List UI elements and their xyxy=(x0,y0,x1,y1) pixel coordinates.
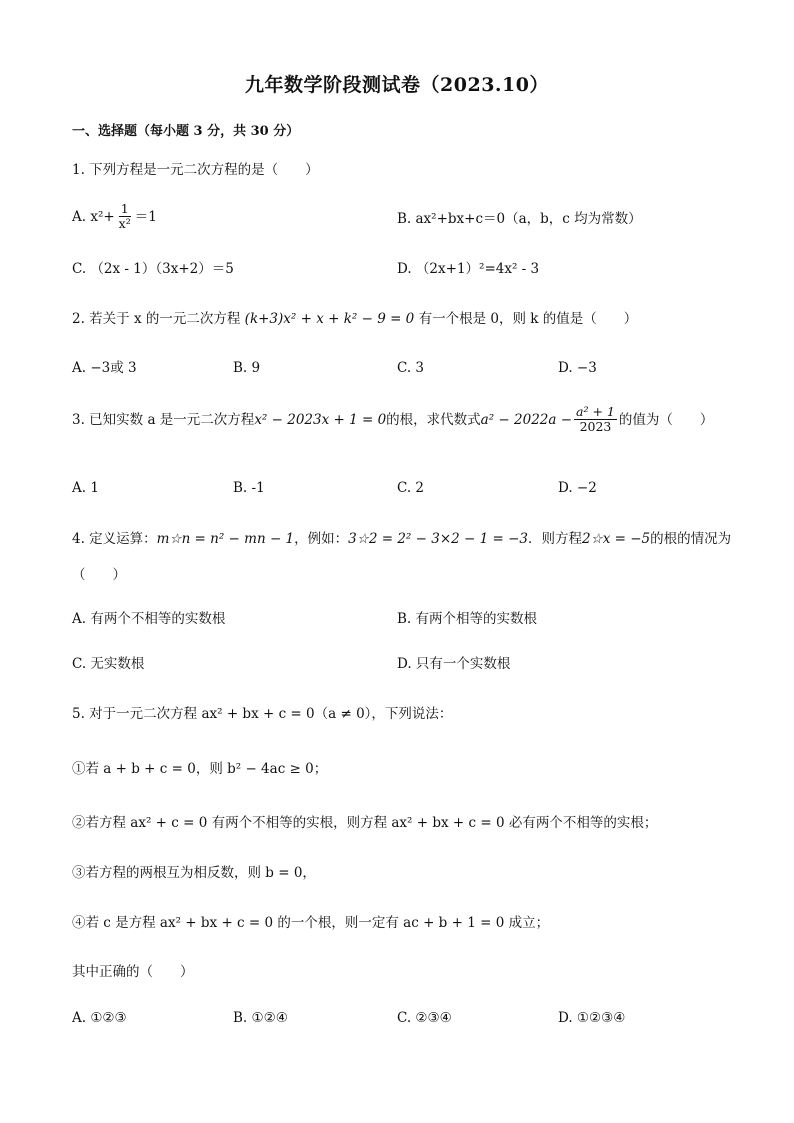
q1-option-d: D. （2x+1）²=4x² - 3 xyxy=(397,261,540,277)
page-title: 九年数学阶段测试卷（2023.10） xyxy=(245,74,549,96)
q3-expression: a² − 2022a − xyxy=(480,411,573,428)
q5-statement-4: ④若 c 是方程 ax² + bx + c = 0 的一个根，则一定有 ac + b + 1 = 0 成立； xyxy=(72,915,550,931)
q5-question: 其中正确的（ ） xyxy=(72,964,194,980)
q3-fraction xyxy=(574,405,617,434)
question-2-stem xyxy=(72,309,637,329)
q1-option-a-prefix: A. x²+ xyxy=(72,208,115,225)
question-3-stem xyxy=(72,405,713,434)
q4-answer-blank: （ ） xyxy=(72,567,126,583)
q4-example: 3☆2 = 2² − 3×2 − 1 = −3 xyxy=(348,531,528,547)
q5-statement-2: ②若方程 ax² + c = 0 有两个不相等的实根，则方程 ax² + bx + c = 0 必有两个不相等的实根； xyxy=(72,815,658,831)
q2-option-d: D. −3 xyxy=(558,360,597,376)
q4-stem-part: ，例如： xyxy=(294,531,349,547)
fraction-numerator: 1 xyxy=(120,201,129,216)
q3-option-b: B. -1 xyxy=(233,480,265,496)
fraction-denominator: x² xyxy=(118,216,131,231)
q5-option-c: C. ②③④ xyxy=(397,1010,452,1026)
q1-option-b: B. ax²+bx+c＝0（a，b，c 均为常数） xyxy=(397,211,642,227)
question-1-stem: 1. 下列方程是一元二次方程的是（ ） xyxy=(72,162,319,178)
q4-stem-part: 4. 定义运算： xyxy=(72,531,157,547)
q1-option-a-suffix: ＝1 xyxy=(134,208,157,225)
question-5-stem: 5. 对于一元二次方程 ax² + bx + c = 0（a ≠ 0），下列说法： xyxy=(72,706,453,722)
q3-option-d: D. −2 xyxy=(558,480,597,496)
q2-option-a: A. −3或 3 xyxy=(72,360,137,376)
q4-option-d: D. 只有一个实数根 xyxy=(397,656,511,672)
q3-option-a: A. 1 xyxy=(72,480,99,496)
q4-definition: m☆n = n² − mn − 1 xyxy=(156,531,295,547)
q2-option-b: B. 9 xyxy=(233,360,261,376)
q3-option-c: C. 2 xyxy=(397,480,425,496)
q5-statement-3: ③若方程的两根互为相反数，则 b = 0， xyxy=(72,865,316,881)
question-4-stem xyxy=(72,529,731,549)
q5-option-a: A. ①②③ xyxy=(72,1010,127,1026)
q1-option-c: C. （2x - 1）（3x+2）＝5 xyxy=(72,261,234,277)
q1-option-a-fraction xyxy=(117,202,133,231)
q3-stem-part: 3. 已知实数 a 是一元二次方程 xyxy=(72,411,255,428)
q1-option-a xyxy=(72,202,157,231)
q4-option-b: B. 有两个相等的实数根 xyxy=(397,611,538,627)
q3-stem-part: 的根，求代数式 xyxy=(386,411,481,428)
q4-stem-part: ．则方程 xyxy=(528,531,582,547)
fraction-numerator: a² + 1 xyxy=(576,404,615,419)
q2-equation: (k+3)x² + x + k² − 9 = 0 xyxy=(244,311,415,327)
q5-statement-1: ①若 a + b + c = 0，则 b² − 4ac ≥ 0； xyxy=(72,761,328,777)
q4-option-c: C. 无实数根 xyxy=(72,656,145,672)
q2-stem-part: 有一个根是 0，则 k 的值是（ ） xyxy=(418,311,638,327)
q5-option-b: B. ①②④ xyxy=(233,1010,288,1026)
q2-stem-part: 2. 若关于 x 的一元二次方程 xyxy=(72,311,241,327)
q3-stem-part: 的值为（ ） xyxy=(618,411,714,428)
fraction-denominator: 2023 xyxy=(579,419,612,434)
section-heading: 一、选择题（每小题 3 分，共 30 分） xyxy=(72,124,300,139)
q2-option-c: C. 3 xyxy=(397,360,425,376)
q4-stem-part: 的根的情况为 xyxy=(650,531,732,547)
q4-option-a: A. 有两个不相等的实数根 xyxy=(72,611,226,627)
q5-option-d: D. ①②③④ xyxy=(558,1010,626,1026)
q3-equation: x² − 2023x + 1 = 0 xyxy=(254,411,387,428)
q4-equation: 2☆x = −5 xyxy=(582,531,651,547)
